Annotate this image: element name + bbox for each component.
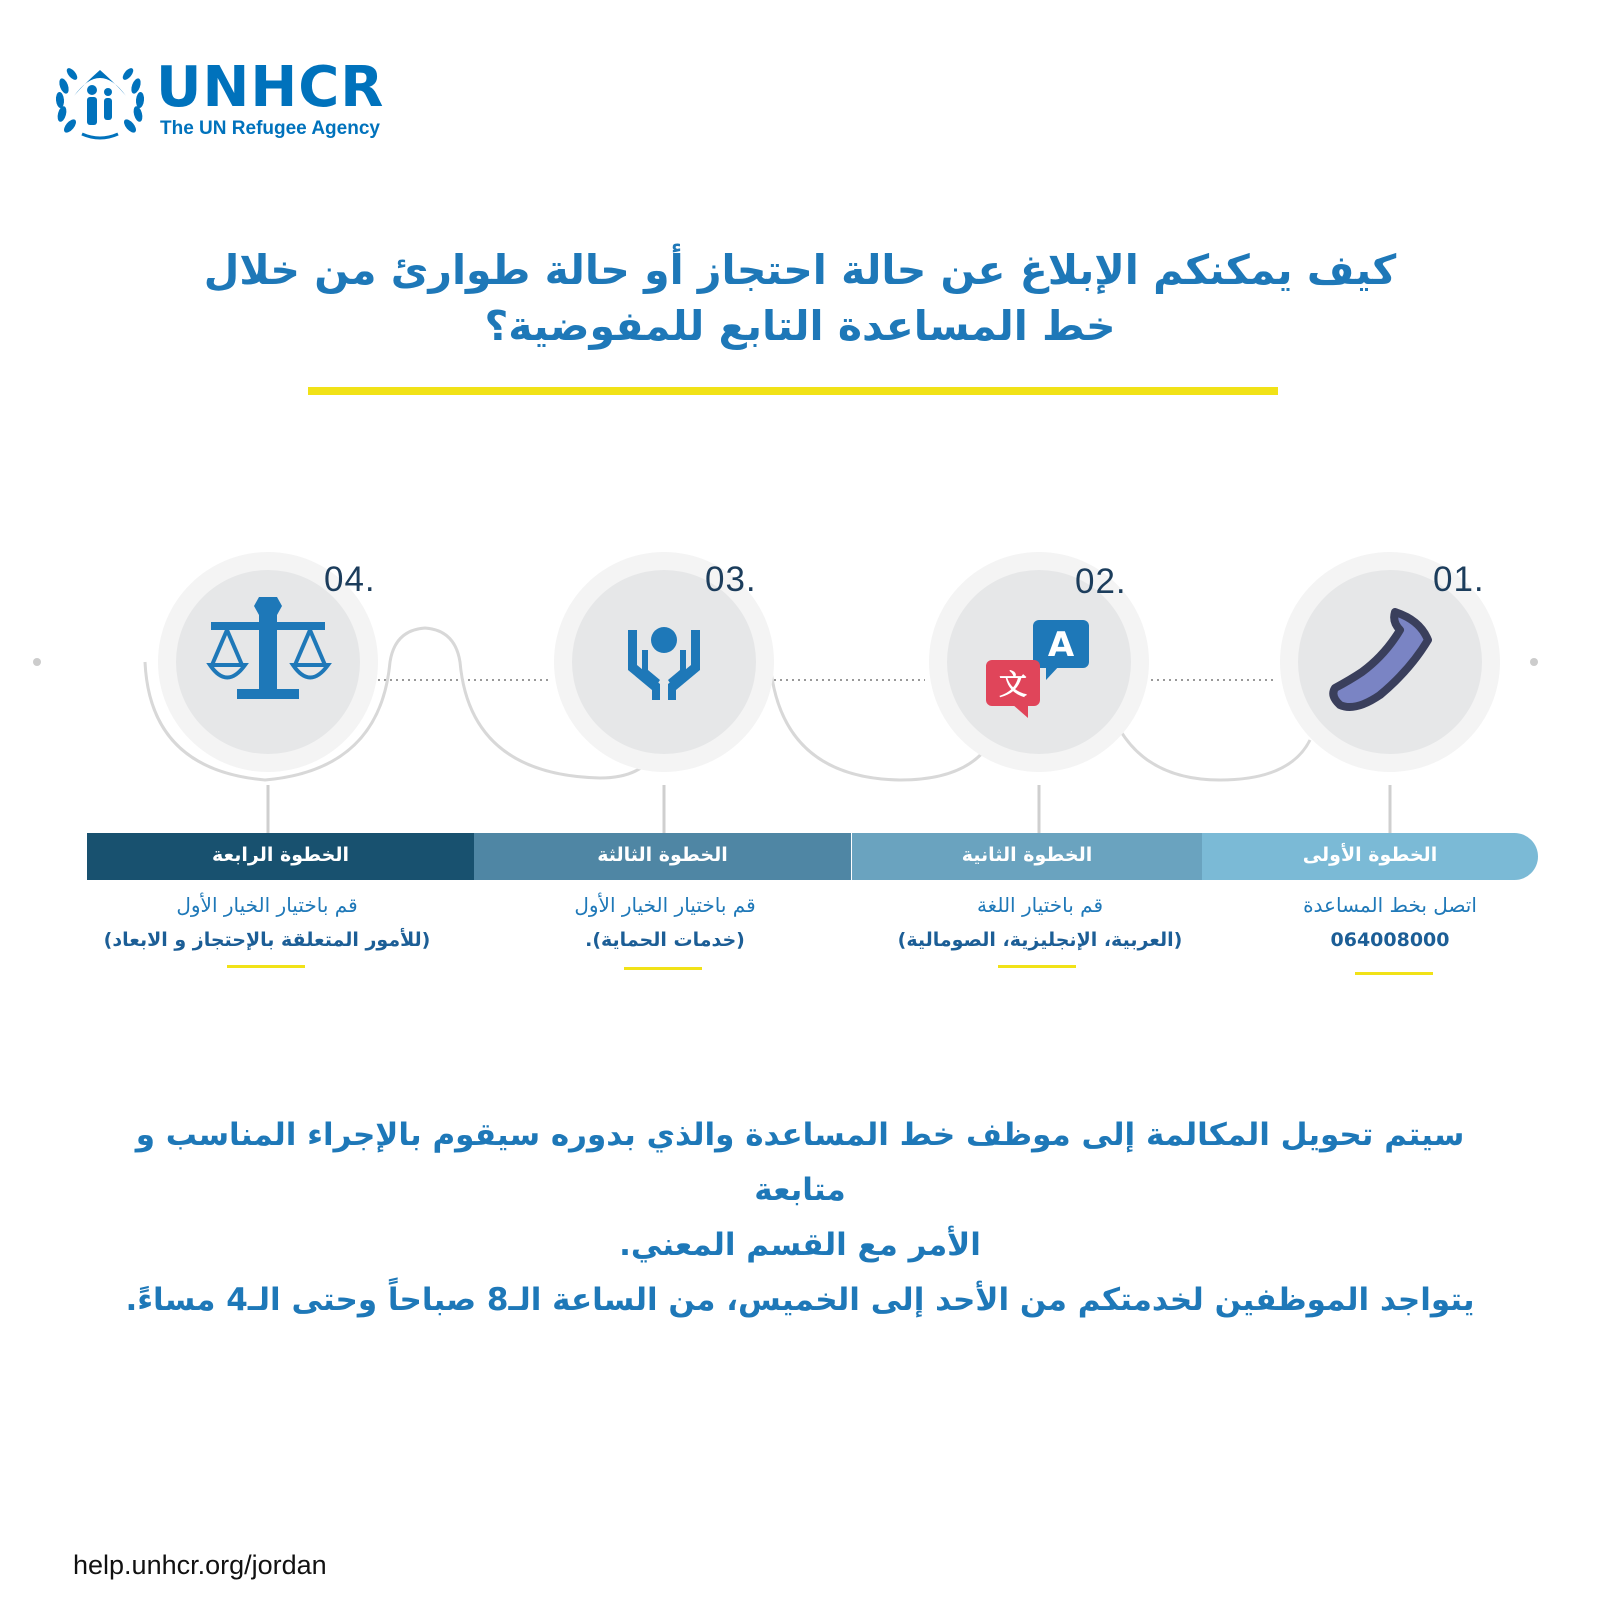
svg-text:文: 文 <box>998 668 1028 701</box>
title-line-2: خط المساعدة التابع للمفوضية؟ <box>484 302 1116 350</box>
step-number-4: 04. <box>324 560 376 599</box>
unhcr-logo <box>52 56 402 146</box>
timeline-end-dot-right <box>1530 658 1538 666</box>
timeline-end-dot-left <box>33 658 41 666</box>
drop-lines <box>268 785 1390 833</box>
call-info-line-1: سيتم تحويل المكالمة إلى موظف خط المساعدة والذي بدوره سيقوم بالإجراء المناسب و متابعة <box>135 1117 1465 1208</box>
step-description-4 <box>87 888 447 958</box>
website-url[interactable]: help.unhcr.org/jordan <box>73 1550 327 1580</box>
step-2-detail: (العربية، الإنجليزية، الصومالية) <box>897 929 1183 951</box>
step-label-3: الخطوة الثالثة <box>474 833 851 880</box>
unhcr-emblem-icon <box>52 56 148 142</box>
step-2-instruction: قم باختيار اللغة <box>976 893 1104 917</box>
steps-timeline <box>0 540 1600 840</box>
step-4-detail: (للأمور المتعلقة بالإحتجاز و الابعاد) <box>103 929 431 951</box>
step-1-instruction: اتصل بخط المساعدة <box>1303 893 1477 917</box>
page-title <box>120 242 1480 354</box>
call-info-paragraph <box>90 1108 1510 1328</box>
helpline-number: 064008000 <box>1330 929 1450 951</box>
step-2-underline <box>998 965 1076 968</box>
step-4-underline <box>227 965 305 968</box>
call-info-line-2: الأمر مع القسم المعني. <box>619 1227 981 1263</box>
step-number-2: 02. <box>1075 562 1127 601</box>
step-description-2 <box>870 888 1210 958</box>
logo-tagline: The UN Refugee Agency <box>160 118 380 139</box>
step-3-instruction: قم باختيار الخيار الأول <box>574 893 756 917</box>
step-label-2: الخطوة الثانية <box>852 833 1202 880</box>
working-hours-line: يتواجد الموظفين لخدمتكم من الأحد إلى الخميس، من الساعة الـ8 صباحاً وحتى الـ4 مساءً. <box>125 1282 1475 1318</box>
step-1-underline <box>1355 972 1433 975</box>
title-line-1: كيف يمكنكم الإبلاغ عن حالة احتجاز أو حالة طوارئ من خلال <box>203 246 1397 294</box>
title-underline <box>308 387 1278 395</box>
svg-text:A: A <box>1047 625 1075 665</box>
step-description-1 <box>1245 888 1535 958</box>
step-3-underline <box>624 967 702 970</box>
step-number-3: 03. <box>705 560 757 599</box>
step-description-3 <box>500 888 830 958</box>
step-label-1: الخطوة الأولى <box>1202 833 1538 880</box>
step-number-1: 01. <box>1433 560 1485 599</box>
step-3-detail: (خدمات الحماية). <box>585 929 745 951</box>
step-4-instruction: قم باختيار الخيار الأول <box>176 893 358 917</box>
logo-name: UNHCR <box>156 55 385 120</box>
step-label-4: الخطوة الرابعة <box>87 833 474 880</box>
